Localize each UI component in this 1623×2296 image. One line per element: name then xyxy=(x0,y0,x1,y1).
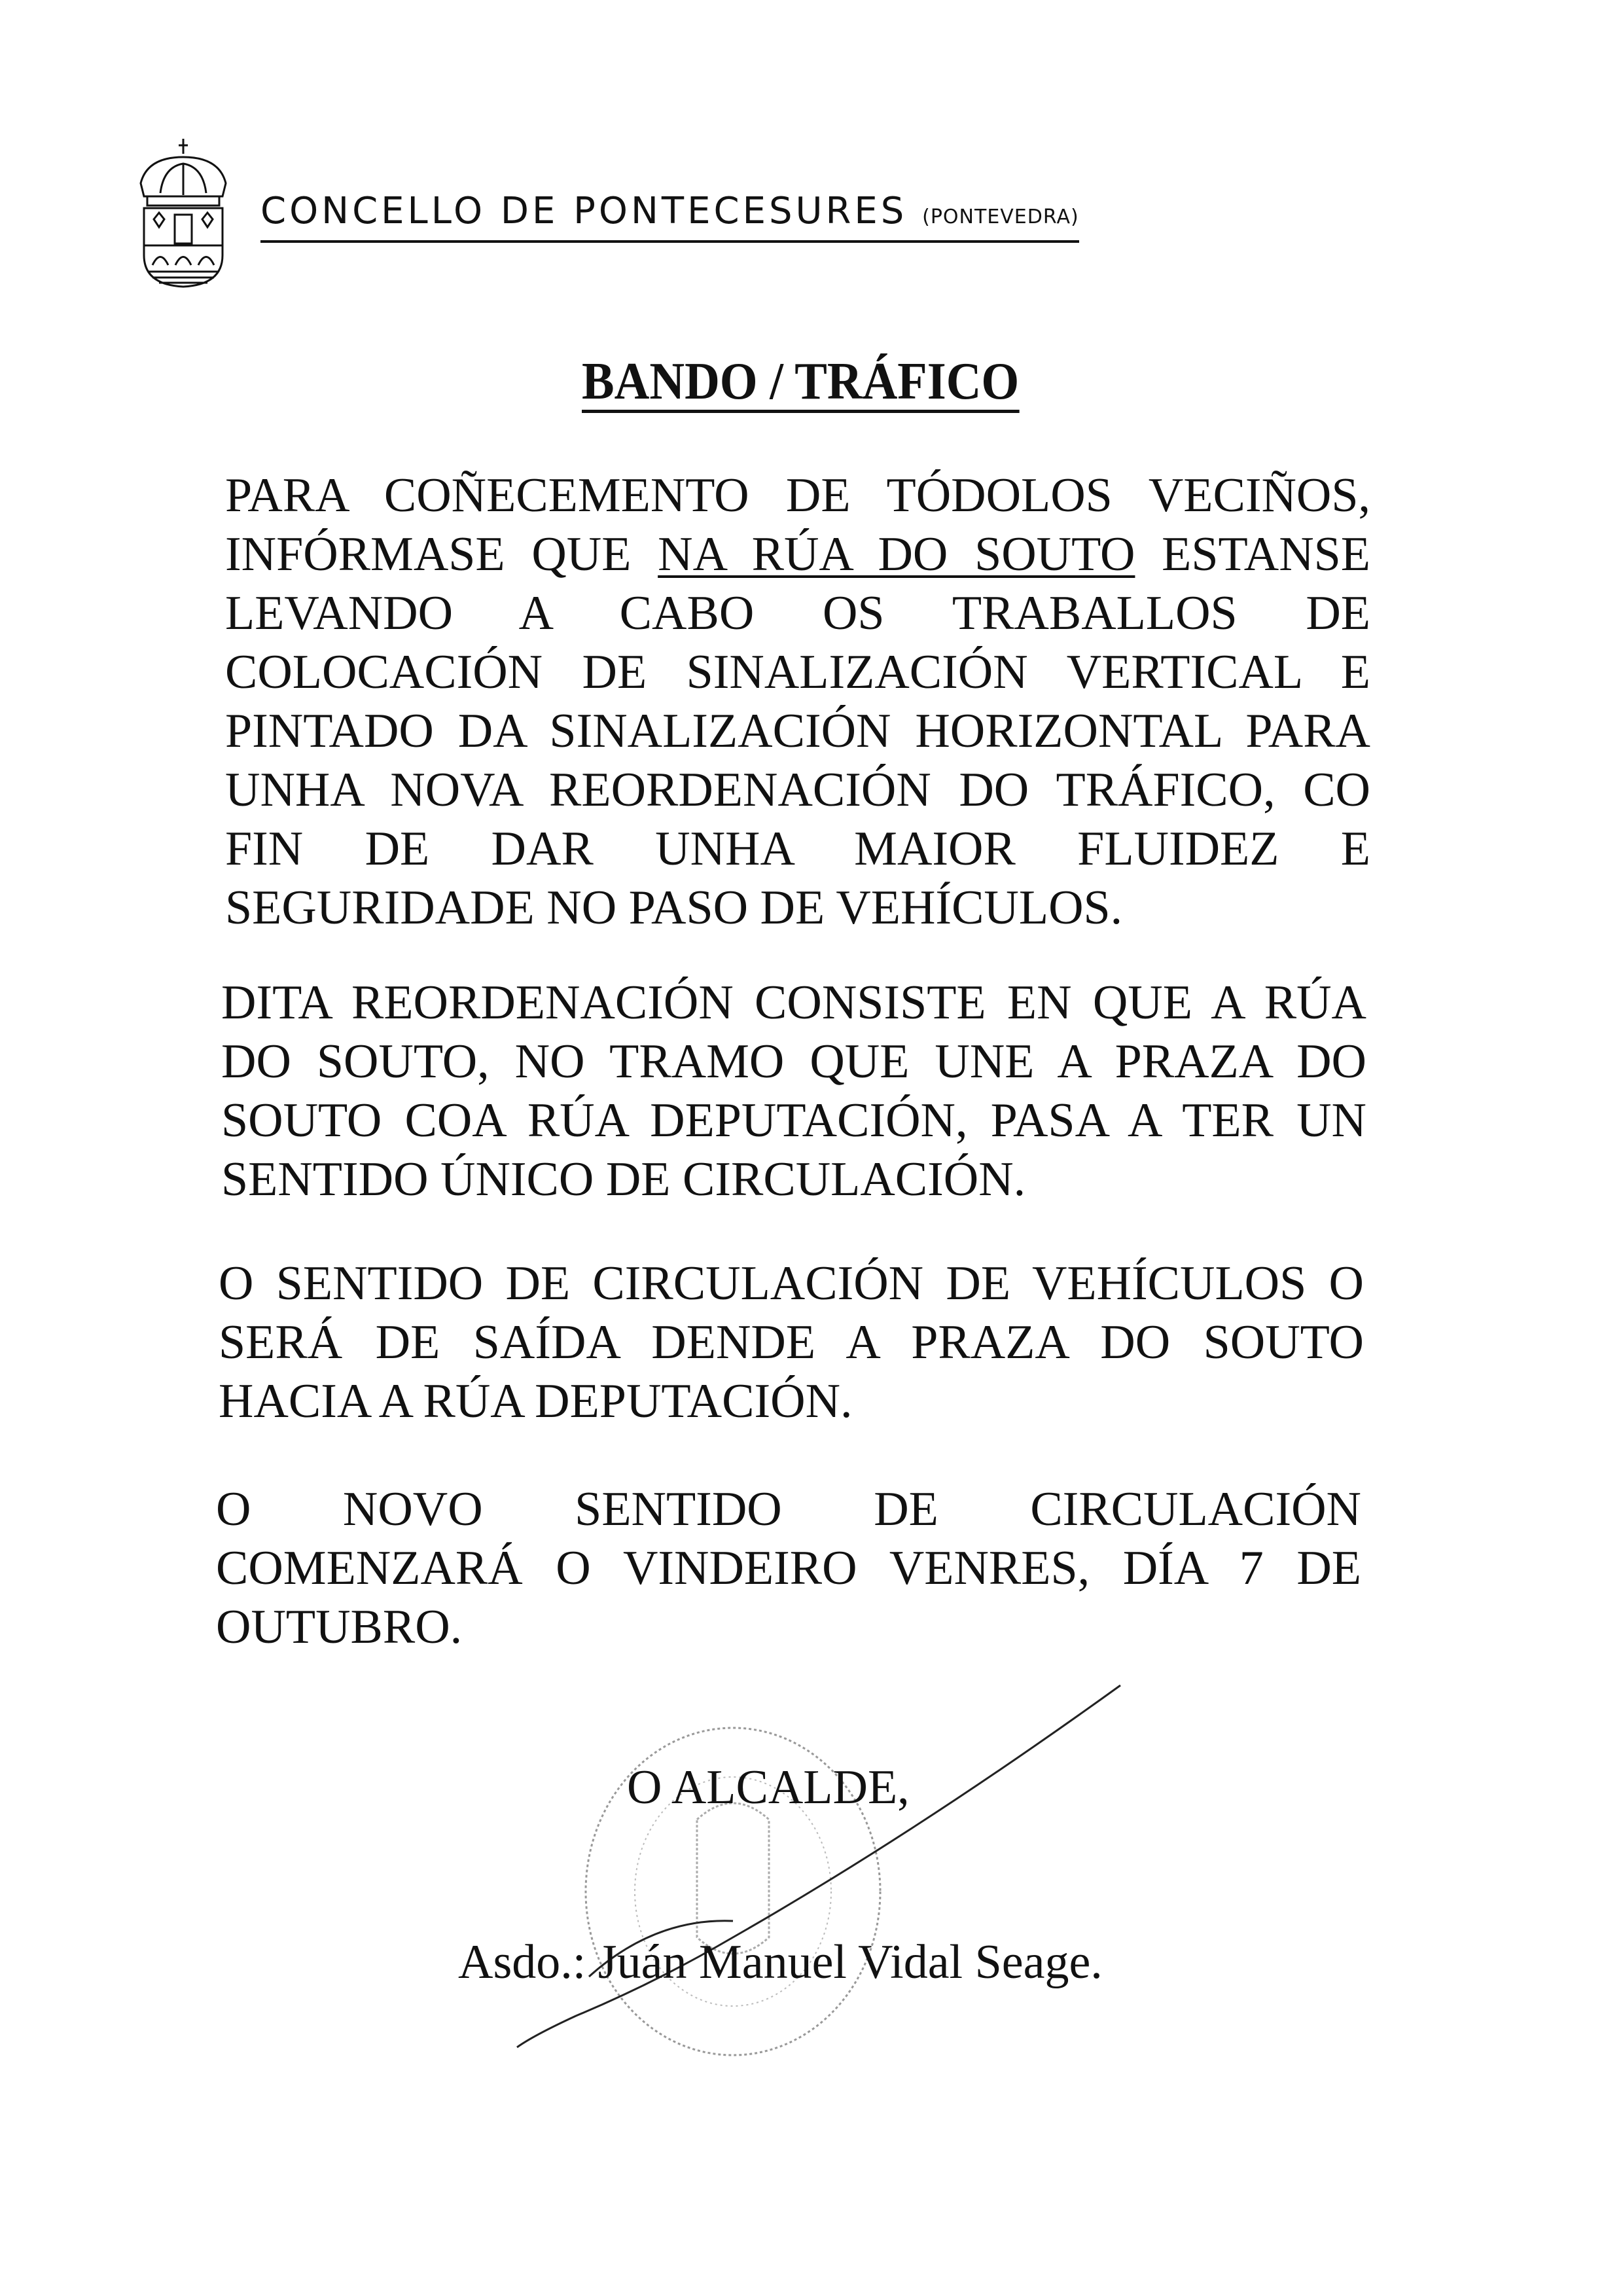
street-name-underlined: NA RÚA DO SOUTO xyxy=(658,528,1135,581)
text-line: SENTIDO ÚNICO DE CIRCULACIÓN. xyxy=(221,1153,1026,1206)
province-name: (PONTEVEDRA) xyxy=(922,206,1079,228)
paragraph-1 xyxy=(225,466,1370,937)
paragraph-3 xyxy=(219,1254,1364,1431)
document-title: BANDO / TRÁFICO xyxy=(582,353,1019,413)
text-line: SERÁ DE SAÍDA DENDE A PRAZA DO SOUTO xyxy=(219,1316,1364,1369)
municipality-header xyxy=(260,190,1079,243)
coat-of-arms-icon xyxy=(134,137,232,288)
paragraph-2 xyxy=(221,973,1366,1209)
municipality-name: CONCELLO DE PONTECESURES xyxy=(260,190,908,232)
text-line: FIN DE DAR UNHA MAIOR FLUIDEZ E xyxy=(225,822,1370,876)
text-line: SEGURIDADE NO PASO DE VEHÍCULOS. xyxy=(225,881,1123,935)
text-line: LEVANDO A CABO OS TRABALLOS DE xyxy=(225,586,1370,640)
signatory-name: Asdo.: Juán Manuel Vidal Seage. xyxy=(458,1935,1103,1989)
text-line: UNHA NOVA REORDENACIÓN DO TRÁFICO, CO xyxy=(225,763,1370,817)
text-line: OUTUBRO. xyxy=(216,1600,463,1654)
text-line: O SENTIDO DE CIRCULACIÓN DE VEHÍCULOS O xyxy=(219,1257,1364,1310)
text-line: COLOCACIÓN DE SINALIZACIÓN VERTICAL E xyxy=(225,645,1370,699)
text-line xyxy=(225,525,1370,584)
text-segment: ESTANSE xyxy=(1135,528,1370,581)
text-line: COMENZARÁ O VINDEIRO VENRES, DÍA 7 DE xyxy=(216,1541,1361,1595)
text-line: PARA COÑECEMENTO DE TÓDOLOS VECIÑOS, xyxy=(225,469,1370,522)
text-segment: INFÓRMASE QUE xyxy=(225,528,658,581)
text-line: HACIA A RÚA DEPUTACIÓN. xyxy=(219,1374,853,1428)
text-line: DO SOUTO, NO TRAMO QUE UNE A PRAZA DO xyxy=(221,1035,1366,1088)
text-line: O NOVO SENTIDO DE CIRCULACIÓN xyxy=(216,1482,1361,1536)
text-line: PINTADO DA SINALIZACIÓN HORIZONTAL PARA xyxy=(225,704,1370,758)
text-line: SOUTO COA RÚA DEPUTACIÓN, PASA A TER UN xyxy=(221,1094,1366,1147)
text-line: DITA REORDENACIÓN CONSISTE EN QUE A RÚA xyxy=(221,976,1366,1030)
signatory-role: O ALCALDE, xyxy=(627,1761,910,1814)
paragraph-4 xyxy=(216,1480,1361,1657)
